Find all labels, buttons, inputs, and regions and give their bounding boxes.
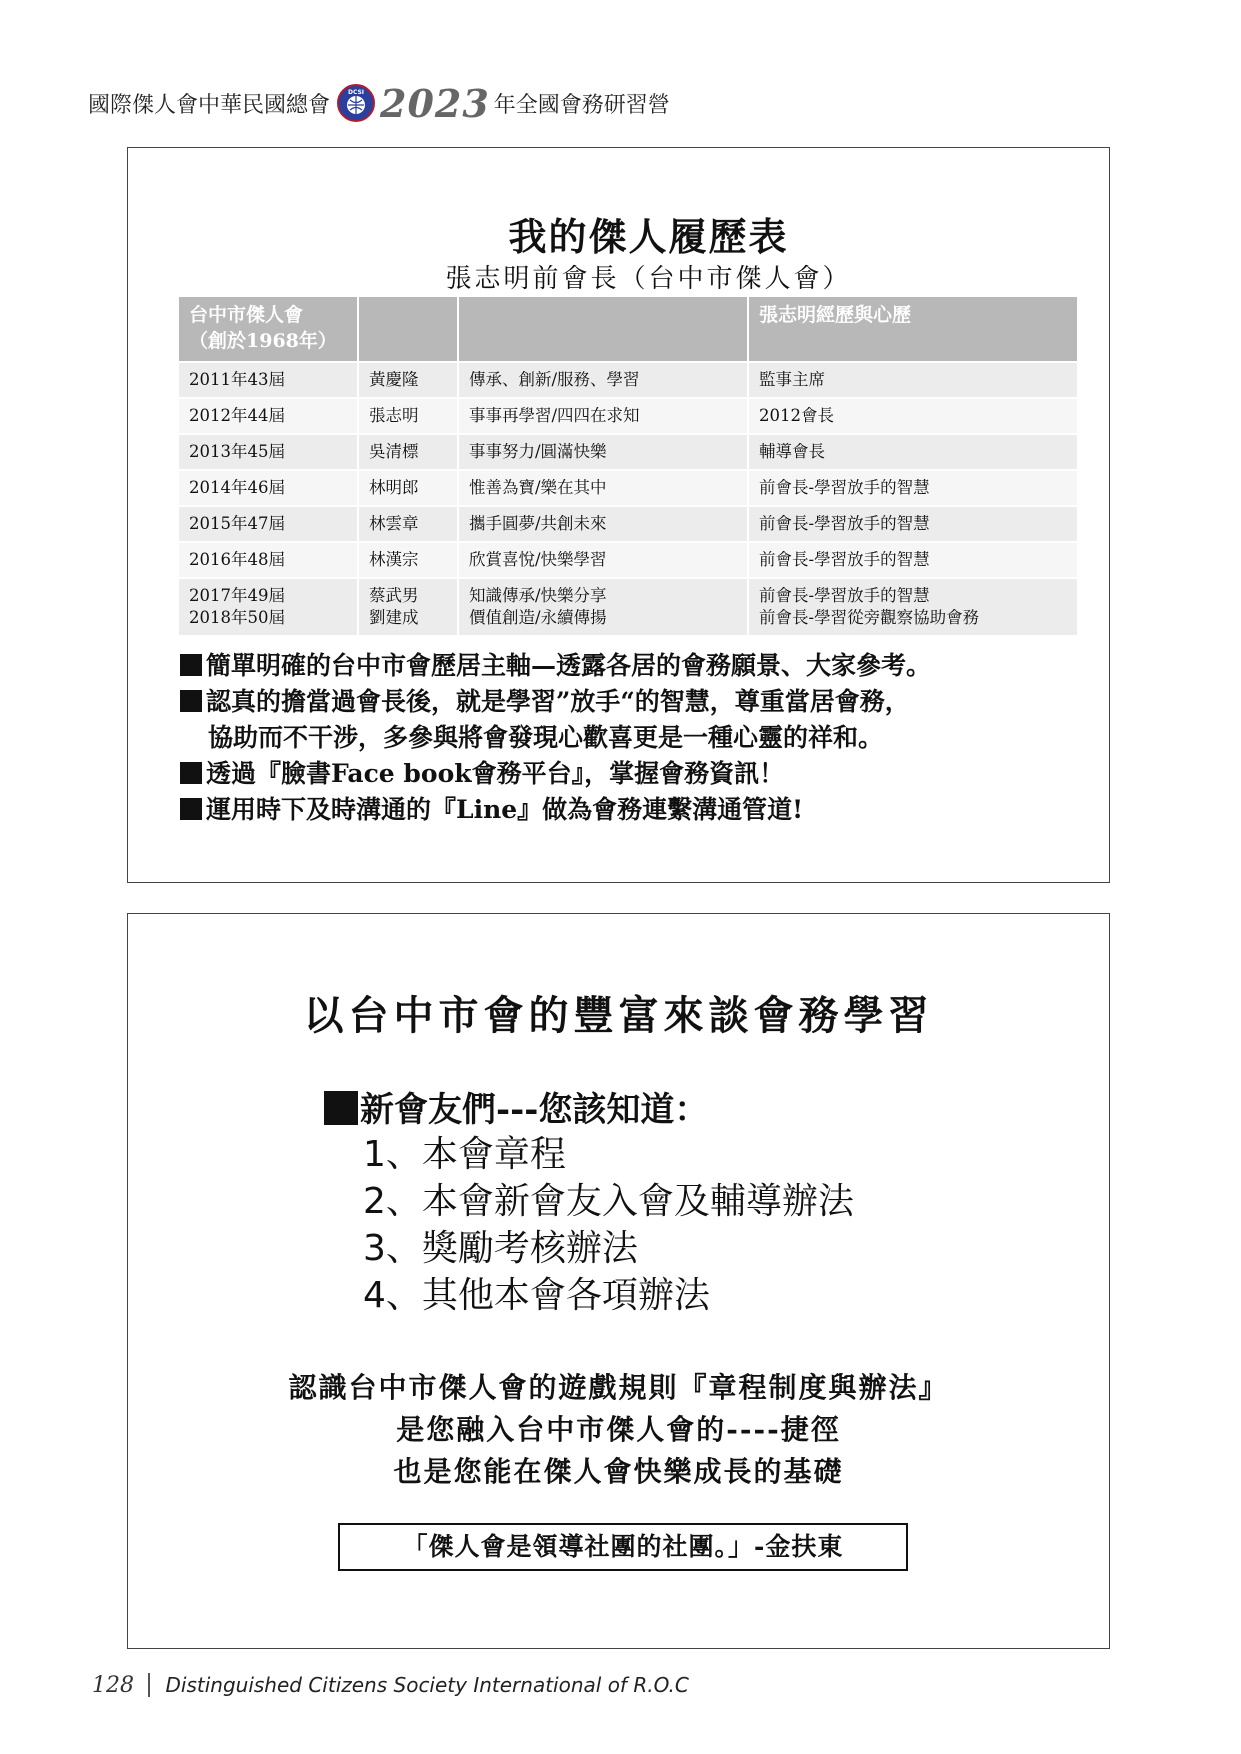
slide1-subtitle: 張志明前會長（台中市傑人會） bbox=[445, 264, 852, 294]
slide2-title: 以台中市會的豐富來談會務學習 bbox=[303, 992, 934, 1039]
role-cell: 前會長-學習放手的智慧 前會長-學習從旁觀察協助會務 bbox=[749, 579, 1077, 635]
square-bullet-icon bbox=[180, 690, 202, 712]
president-cell: 林漢宗 bbox=[359, 543, 457, 577]
table-row bbox=[179, 579, 1077, 635]
square-bullet-icon bbox=[180, 654, 202, 676]
header-club: 台中市傑人會 （創於1968年） bbox=[179, 297, 357, 361]
table-row bbox=[179, 471, 1077, 505]
footer-divider bbox=[148, 1673, 150, 1697]
president-cell: 林明郎 bbox=[359, 471, 457, 505]
square-bullet-icon bbox=[324, 1091, 358, 1125]
table-row bbox=[179, 435, 1077, 469]
motto-cell: 惟善為寶/樂在其中 bbox=[459, 471, 747, 505]
rules-line: 也是您能在傑人會快樂成長的基礎 bbox=[393, 1455, 844, 1488]
rules-statement bbox=[128, 1367, 1109, 1493]
role-cell: 前會長-學習放手的智慧 bbox=[749, 471, 1077, 505]
term-cell: 2017年49屆 2018年50屆 bbox=[179, 579, 357, 635]
bullet-item: 認真的擔當過會長後，就是學習”放手“的智慧，尊重當居會務， bbox=[180, 684, 1080, 720]
motto-cell: 攜手圓夢/共創未來 bbox=[459, 507, 747, 541]
bullet-continuation: 協助而不干涉，多參與將會發現心歡喜更是一種心靈的祥和。 bbox=[208, 723, 884, 752]
slide2-lead: 新會友們---您該知道： bbox=[324, 1082, 708, 1131]
table-row bbox=[179, 507, 1077, 541]
role-cell: 前會長-學習放手的智慧 bbox=[749, 507, 1077, 541]
header-empty-2 bbox=[459, 297, 747, 361]
bullet-item: 運用時下及時溝通的『Line』做為會務連繫溝通管道! bbox=[180, 792, 1080, 828]
role-cell: 監事主席 bbox=[749, 363, 1077, 397]
role-cell: 2012會長 bbox=[749, 399, 1077, 433]
motto-cell: 傳承、創新/服務、學習 bbox=[459, 363, 747, 397]
list-item: 2、本會新會友入會及輔導辦法 bbox=[363, 1181, 854, 1222]
quote-box: 「傑人會是領導社團的社團。」-金扶東 bbox=[338, 1523, 908, 1571]
event-name: 年全國會務研習營 bbox=[493, 92, 670, 118]
slide1-bullets bbox=[180, 648, 1080, 828]
president-cell: 黃慶隆 bbox=[359, 363, 457, 397]
term-cell: 2015年47屆 bbox=[179, 507, 357, 541]
header-experience: 張志明經歷與心歷 bbox=[749, 297, 1077, 361]
list-item: 4、其他本會各項辦法 bbox=[363, 1275, 710, 1316]
rules-line: 是您融入台中市傑人會的----捷徑 bbox=[396, 1413, 841, 1446]
header-empty-1 bbox=[359, 297, 457, 361]
logo-text: DCSI bbox=[347, 89, 365, 96]
president-cell: 張志明 bbox=[359, 399, 457, 433]
slide-resume bbox=[127, 147, 1110, 883]
page-number: 128 bbox=[92, 1672, 134, 1698]
resume-table bbox=[177, 295, 1079, 637]
term-cell: 2011年43屆 bbox=[179, 363, 357, 397]
president-cell: 林雲章 bbox=[359, 507, 457, 541]
table-row bbox=[179, 363, 1077, 397]
list-item: 1、本會章程 bbox=[363, 1134, 566, 1175]
regulation-list bbox=[363, 1131, 854, 1319]
motto-cell: 知識傳承/快樂分享 價值創造/永續傳揚 bbox=[459, 579, 747, 635]
table-row bbox=[179, 543, 1077, 577]
president-cell: 吳清標 bbox=[359, 435, 457, 469]
motto-cell: 事事再學習/四四在求知 bbox=[459, 399, 747, 433]
role-cell: 輔導會長 bbox=[749, 435, 1077, 469]
slide-learning bbox=[127, 913, 1110, 1649]
list-item: 3、獎勵考核辦法 bbox=[363, 1228, 638, 1269]
rules-line: 認識台中市傑人會的遊戲規則『章程制度與辦法』 bbox=[288, 1371, 949, 1404]
term-cell: 2012年44屆 bbox=[179, 399, 357, 433]
page-footer bbox=[92, 1665, 689, 1705]
role-cell: 前會長-學習放手的智慧 bbox=[749, 543, 1077, 577]
table-header-row bbox=[179, 297, 1077, 361]
slide1-title: 我的傑人履歷表 bbox=[508, 214, 789, 259]
table-row bbox=[179, 399, 1077, 433]
bullet-item: 透過『臉書Face book會務平台』，掌握會務資訊！ bbox=[180, 756, 1080, 792]
square-bullet-icon bbox=[180, 798, 202, 820]
event-year: 2023 bbox=[380, 80, 490, 126]
square-bullet-icon bbox=[180, 762, 202, 784]
bullet-item: 簡單明確的台中市會歷居主軸—透露各居的會務願景、大家參考。 bbox=[180, 648, 1080, 684]
dcsi-emblem-icon bbox=[336, 83, 376, 123]
motto-cell: 欣賞喜悅/快樂學習 bbox=[459, 543, 747, 577]
term-cell: 2014年46屆 bbox=[179, 471, 357, 505]
society-name: Distinguished Citizens Society International of R.O.C bbox=[165, 1673, 689, 1697]
president-cell: 蔡武男 劉建成 bbox=[359, 579, 457, 635]
organization-name: 國際傑人會中華民國總會 bbox=[88, 92, 331, 118]
term-cell: 2013年45屆 bbox=[179, 435, 357, 469]
term-cell: 2016年48屆 bbox=[179, 543, 357, 577]
page-header bbox=[88, 78, 670, 128]
motto-cell: 事事努力/圓滿快樂 bbox=[459, 435, 747, 469]
